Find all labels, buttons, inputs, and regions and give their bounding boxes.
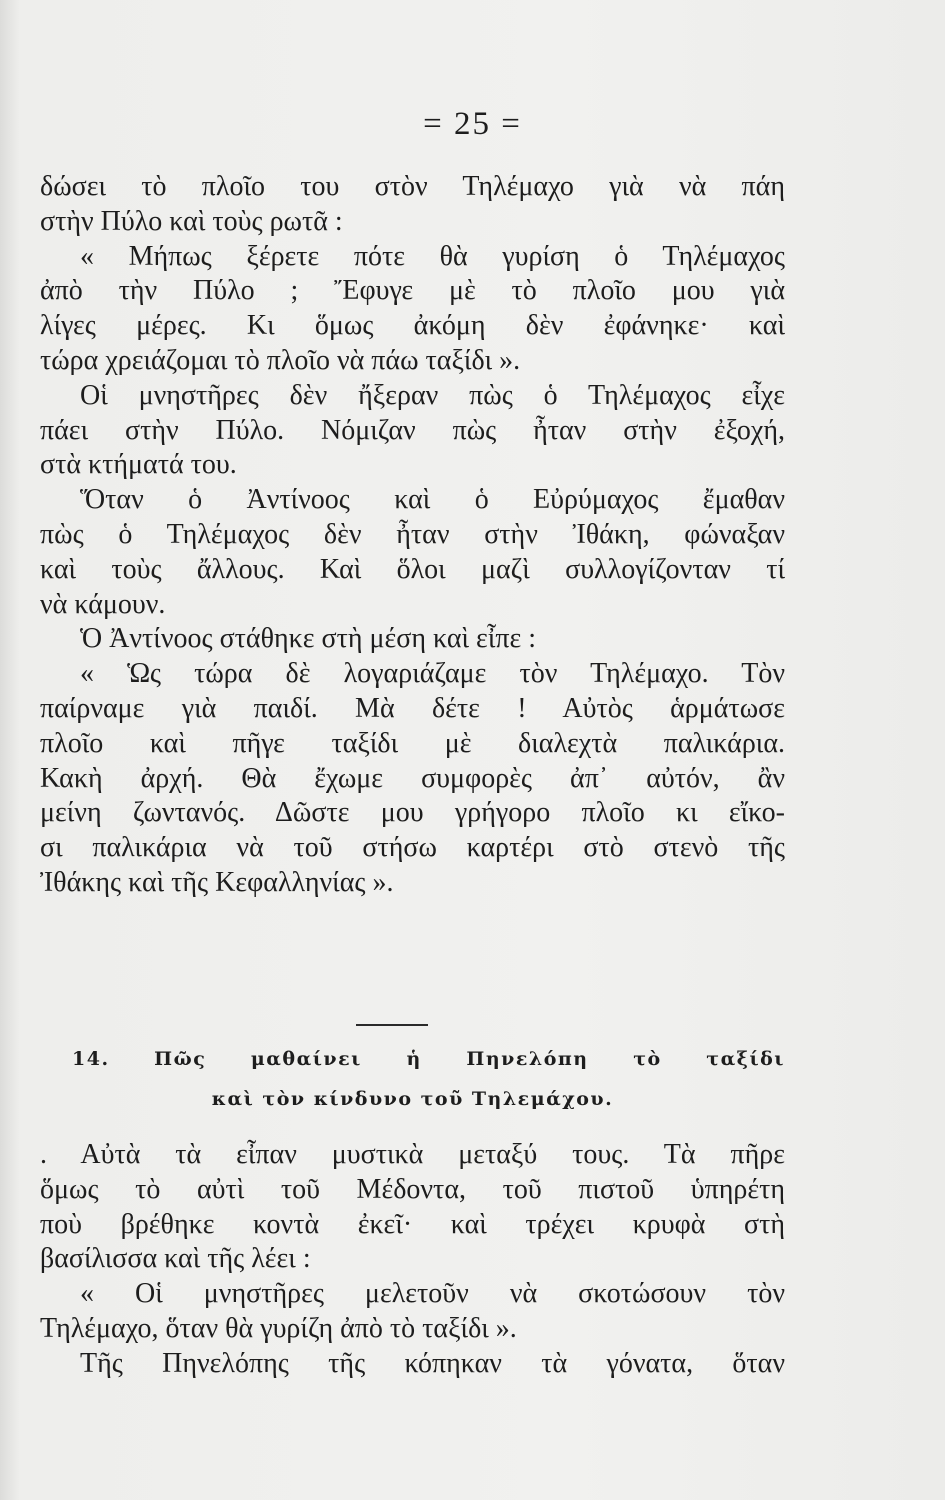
text-line: . Αὐτὰ τὰ εἶπαν μυστικὰ μεταξύ τους. Τὰ πῆρε bbox=[40, 1139, 785, 1170]
text-line: λίγες μέρες. Κι ὅμως ἀκόμη δὲν ἐφάνηκε· καὶ bbox=[40, 310, 785, 342]
page-number: = 25 = bbox=[423, 106, 522, 142]
text-line: Τῆς Πηνελόπης τῆς κόπηκαν τὰ γόνατα, ὅταν bbox=[80, 1347, 785, 1379]
text-line: Τηλέμαχο, ὅταν θὰ γυρίζη ἀπὸ τὸ ταξίδι ». bbox=[40, 1312, 517, 1344]
text-line: τώρα χρειάζομαι τὸ πλοῖο νὰ πάω ταξίδι ». bbox=[40, 344, 521, 376]
text-line: Ὁ Ἀντίνοος στάθηκε στὴ μέση καὶ εἶπε : bbox=[80, 623, 537, 655]
text-line: στὰ κτήματά του. bbox=[40, 449, 237, 481]
text-line: καὶ τοὺς ἄλλους. Καὶ ὅλοι μαζὶ συλλογίζονταν τί bbox=[40, 553, 785, 585]
text-line: σι παλικάρια νὰ τοῦ στήσω καρτέρι στὸ στενὸ τῆς bbox=[40, 832, 785, 864]
text-line: « Μήπως ξέρετε πότε θὰ γυρίση ὁ Τηλέμαχος bbox=[80, 240, 785, 272]
text-line: πλοῖο καὶ πῆγε ταξίδι μὲ διαλεχτὰ παλικάρια. bbox=[40, 727, 785, 759]
text-line: ὅμως τὸ αὐτὶ τοῦ Μέδοντα, τοῦ πιστοῦ ὑπηρέτη bbox=[40, 1173, 785, 1205]
text-line: παίρναμε γιὰ παιδί. Μὰ δέτε ! Αὐτὸς ἁρμάτωσε bbox=[40, 692, 785, 724]
text-block-top bbox=[40, 170, 785, 901]
text-line: δώσει τὸ πλοῖο του στὸν Τηλέμαχο γιὰ νὰ πάη bbox=[40, 171, 785, 202]
section-heading: 14. Πῶς μαθαίνει ἡ Πηνελόπη τὸ ταξίδι bbox=[72, 1048, 785, 1070]
text-line: Οἱ μνηστῆρες δὲν ἤξεραν πὼς ὁ Τηλέμαχος εἶχε bbox=[80, 379, 785, 411]
text-block-bottom bbox=[40, 1138, 785, 1382]
text-line: Ἰθάκης καὶ τῆς Κεφαλληνίας ». bbox=[40, 866, 394, 898]
text-line: Ὅταν ὁ Ἀντίνοος καὶ ὁ Εὐρύμαχος ἔμαθαν bbox=[80, 484, 785, 516]
text-line: στὴν Πύλο καὶ τοὺς ρωτᾶ : bbox=[40, 205, 343, 237]
section-heading-continued: καὶ τὸν κίνδυνο τοῦ Τηλεμάχου. bbox=[211, 1088, 614, 1110]
text-line: « Οἱ μνηστῆρες μελετοῦν νὰ σκοτώσουν τὸν bbox=[80, 1278, 785, 1310]
text-line: πὼς ὁ Τηλέμαχος δὲν ἦταν στὴν Ἰθάκη, φώναξαν bbox=[40, 518, 785, 550]
text-line: μείνη ζωντανός. Δῶστε μου γρήγορο πλοῖο κι εἴκο- bbox=[40, 797, 785, 829]
text-line: πάει στὴν Πύλο. Νόμιζαν πὼς ἦταν στὴν ἐξοχή, bbox=[40, 414, 785, 446]
text-line: ἀπὸ τὴν Πύλο ; Ἔφυγε μὲ τὸ πλοῖο μου γιὰ bbox=[40, 275, 785, 307]
text-line: « Ὡς τώρα δὲ λογαριάζαμε τὸν Τηλέμαχο. Τὸν bbox=[80, 658, 785, 690]
section-divider bbox=[356, 1024, 428, 1026]
text-line: Κακὴ ἀρχή. Θὰ ἔχωμε συμφορὲς ἀπ᾽ αὐτόν, ἂν bbox=[40, 762, 785, 794]
text-line: νὰ κάμουν. bbox=[40, 588, 166, 620]
text-line: βασίλισσα καὶ τῆς λέει : bbox=[40, 1243, 311, 1275]
text-line: ποὺ βρέθηκε κοντὰ ἐκεῖ· καὶ τρέχει κρυφὰ στὴ bbox=[40, 1208, 785, 1240]
